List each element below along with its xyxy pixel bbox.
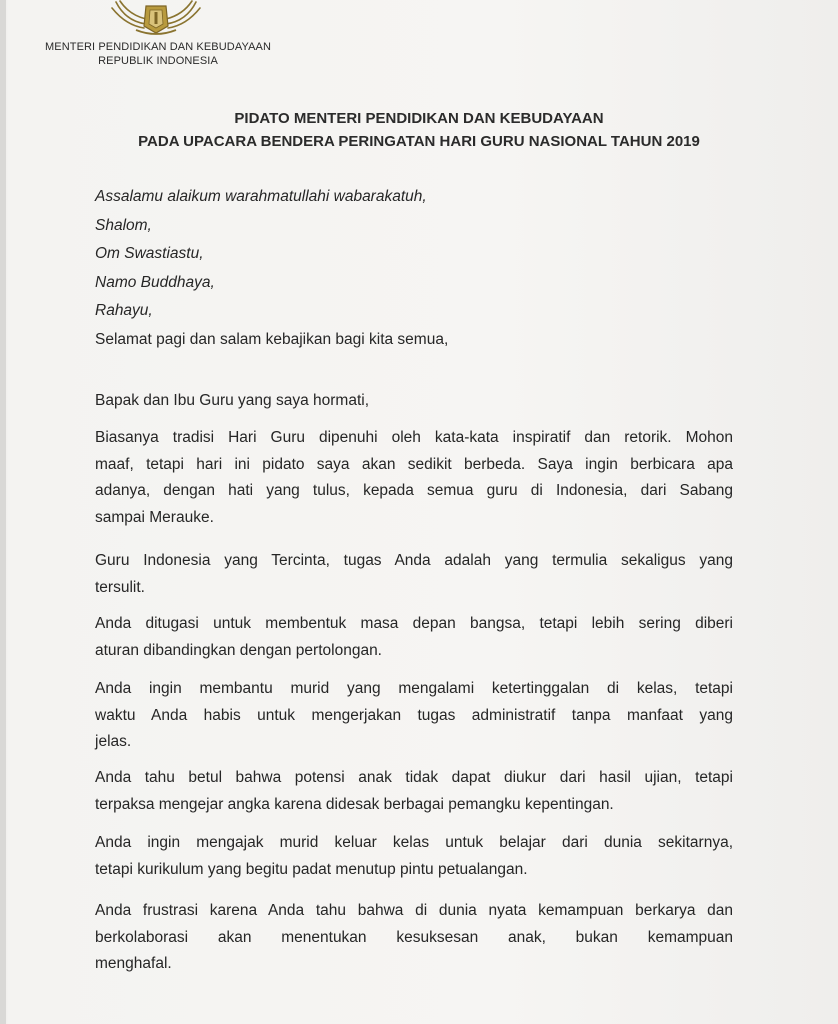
- greeting-line: Namo Buddhaya,: [95, 273, 215, 291]
- greeting-line: Assalamu alaikum warahmatullahi wabarakatuh,: [95, 188, 427, 205]
- paragraph: [95, 611, 733, 664]
- paragraph-line: terpaksa mengejar angka karena didesak berbagai pemangku kepentingan.: [95, 795, 614, 813]
- paragraph-line: Anda tahu betul bahwa potensi anak tidak dapat diukur dari hasil ujian, tetapi: [95, 769, 733, 786]
- paragraph-line: menghafal.: [95, 955, 172, 972]
- title-line-2: PADA UPACARA BENDERA PERINGATAN HARI GURU NASIONAL TAHUN 2019: [138, 133, 700, 150]
- paragraph: [95, 898, 733, 978]
- ministry-header: [38, 40, 278, 68]
- paragraph-line: Anda ingin membantu murid yang mengalami ketertinggalan di kelas, tetapi: [95, 680, 733, 697]
- paragraph: [95, 676, 733, 756]
- greeting-line: Om Swastiastu,: [95, 245, 204, 263]
- title-line-1: PIDATO MENTERI PENDIDIKAN DAN KEBUDAYAAN: [234, 110, 604, 127]
- paragraph-line: tersulit.: [95, 578, 145, 596]
- paragraph-line: Guru Indonesia yang Tercinta, tugas Anda adalah yang termulia sekaligus yang: [95, 552, 733, 569]
- greeting-line: Selamat pagi dan salam kebajikan bagi kita semua,: [95, 330, 449, 348]
- paragraph-line: maaf, tetapi hari ini pidato saya akan sedikit berbeda. Saya ingin berbicara apa: [95, 455, 733, 473]
- paragraph-line: Anda ingin mengajak murid keluar kelas untuk belajar dari dunia sekitarnya,: [95, 834, 733, 851]
- paragraph-line: sampai Merauke.: [95, 508, 214, 526]
- paragraph-line: aturan dibandingkan dengan pertolongan.: [95, 641, 382, 659]
- paragraph: [95, 425, 733, 531]
- greetings-block: [95, 183, 448, 355]
- paragraph-line: Anda frustrasi karena Anda tahu bahwa di dunia nyata kemampuan berkarya dan: [95, 902, 733, 919]
- paragraph: [95, 548, 733, 601]
- paragraph-line: jelas.: [95, 733, 132, 750]
- ministry-name: MENTERI PENDIDIKAN DAN KEBUDAYAAN: [45, 41, 271, 53]
- paragraph-line: Anda ditugasi untuk membentuk masa depan bangsa, tetapi lebih sering diberi: [95, 615, 733, 632]
- paragraph-line: adanya, dengan hati yang tulus, kepada semua guru di Indonesia, dari Sabang: [95, 482, 733, 499]
- salutation: [95, 388, 733, 415]
- page-edge: [0, 0, 6, 1024]
- paragraph: [95, 830, 733, 883]
- greeting-line: Shalom,: [95, 216, 152, 234]
- garuda-emblem-icon: [108, 0, 204, 36]
- republic-name: REPUBLIK INDONESIA: [98, 55, 218, 67]
- greeting-line: Rahayu,: [95, 302, 153, 320]
- paragraph-line: waktu Anda habis untuk mengerjakan tugas administratif tanpa manfaat yang: [95, 706, 733, 724]
- document-title: [0, 107, 838, 153]
- paragraph-line: Bapak dan Ibu Guru yang saya hormati,: [95, 392, 369, 409]
- paragraph: [95, 765, 733, 818]
- paragraph-line: tetapi kurikulum yang begitu padat menutup pintu petualangan.: [95, 860, 528, 878]
- paragraph-line: Biasanya tradisi Hari Guru dipenuhi oleh kata-kata inspiratif dan retorik. Mohon: [95, 429, 733, 446]
- paragraph-line: berkolaborasi akan menentukan kesuksesan anak, bukan kemampuan: [95, 928, 733, 946]
